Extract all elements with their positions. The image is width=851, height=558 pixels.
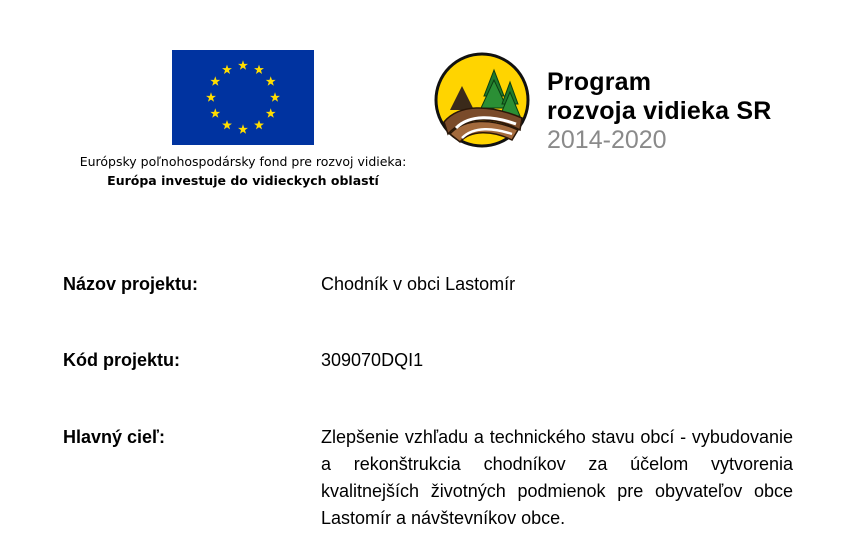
program-title: [547, 68, 772, 155]
project-code-value: 309070DQI1: [321, 350, 424, 370]
project-goal-value: Zlepšenie vzhľadu a technického stavu obcí - vybudovanie a rekonštrukcia chodníkov za účelom vytvorenia kvalitnejších životných podmienok pre obyvateľov obce Lastomír a návštevníkov obce.: [321, 427, 793, 528]
eu-slogan-text: Európa investuje do vidieckych oblastí: [107, 173, 379, 188]
project-code-label: Kód projektu:: [63, 350, 180, 370]
eu-fund-text: Európsky poľnohospodársky fond pre rozvoj vidieka:: [79, 154, 407, 169]
project-goal-label: Hlavný cieľ:: [63, 427, 165, 447]
project-name-label: Názov projektu:: [63, 274, 199, 294]
eu-caption: [0, 152, 486, 190]
prv-logo-icon: [434, 52, 530, 148]
program-line2: rozvoja vidieka SR: [547, 97, 772, 125]
eu-flag-icon: [172, 50, 314, 145]
project-name-value: Chodník v obci Lastomír: [321, 274, 516, 294]
program-years: 2014-2020: [547, 126, 667, 154]
program-line1: Program: [547, 68, 652, 96]
